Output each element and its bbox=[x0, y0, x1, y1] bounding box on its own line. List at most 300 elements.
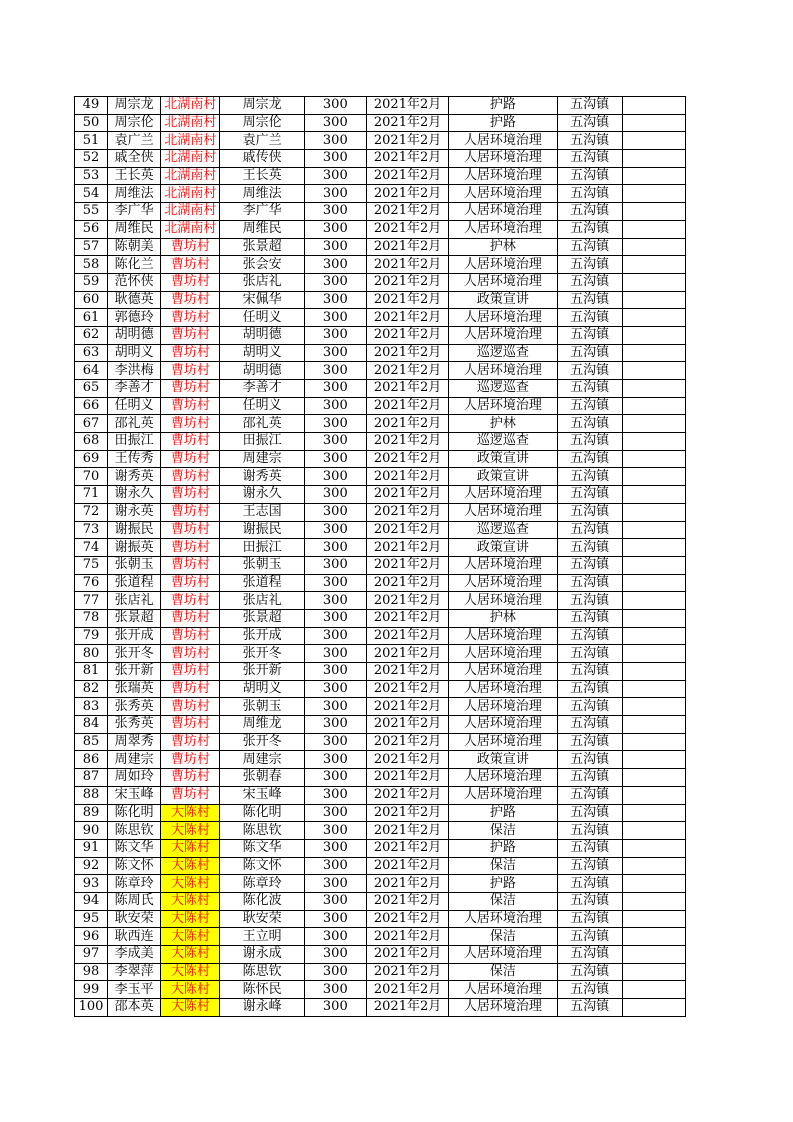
row-number: 83 bbox=[75, 698, 108, 716]
payee-cell: 周维龙 bbox=[220, 716, 304, 734]
note-cell bbox=[622, 751, 685, 769]
job-cell: 护路 bbox=[449, 839, 557, 857]
village-cell: 曹坊村 bbox=[161, 256, 220, 274]
row-number: 69 bbox=[75, 450, 108, 468]
town-cell: 五沟镇 bbox=[557, 380, 622, 398]
name-cell: 张开冬 bbox=[108, 645, 161, 663]
name-cell: 李善才 bbox=[108, 380, 161, 398]
note-cell bbox=[622, 574, 685, 592]
job-cell: 人居环境治理 bbox=[449, 220, 557, 238]
job-cell: 政策宣讲 bbox=[449, 468, 557, 486]
town-cell: 五沟镇 bbox=[557, 273, 622, 291]
table-row bbox=[75, 397, 686, 415]
note-cell bbox=[622, 503, 685, 521]
payee-cell: 田振江 bbox=[220, 539, 304, 557]
note-cell bbox=[622, 397, 685, 415]
payee-cell: 陈章玲 bbox=[220, 875, 304, 893]
date-cell: 2021年2月 bbox=[366, 256, 448, 274]
payee-cell: 胡明义 bbox=[220, 344, 304, 362]
name-cell: 陈化兰 bbox=[108, 256, 161, 274]
village-cell: 曹坊村 bbox=[161, 574, 220, 592]
job-cell: 人居环境治理 bbox=[449, 167, 557, 185]
town-cell: 五沟镇 bbox=[557, 574, 622, 592]
town-cell: 五沟镇 bbox=[557, 609, 622, 627]
payee-cell: 陈怀民 bbox=[220, 981, 304, 999]
amount-cell: 300 bbox=[304, 946, 366, 964]
name-cell: 任明义 bbox=[108, 397, 161, 415]
date-cell: 2021年2月 bbox=[366, 698, 448, 716]
amount-cell: 300 bbox=[304, 645, 366, 663]
note-cell bbox=[622, 309, 685, 327]
date-cell: 2021年2月 bbox=[366, 963, 448, 981]
village-cell: 曹坊村 bbox=[161, 521, 220, 539]
payee-cell: 谢秀英 bbox=[220, 468, 304, 486]
date-cell: 2021年2月 bbox=[366, 203, 448, 221]
row-number: 73 bbox=[75, 521, 108, 539]
date-cell: 2021年2月 bbox=[366, 503, 448, 521]
payee-cell: 张开冬 bbox=[220, 645, 304, 663]
town-cell: 五沟镇 bbox=[557, 97, 622, 115]
row-number: 81 bbox=[75, 663, 108, 681]
payee-cell: 耿安荣 bbox=[220, 910, 304, 928]
village-cell: 北湖南村 bbox=[161, 203, 220, 221]
payee-cell: 张道程 bbox=[220, 574, 304, 592]
name-cell: 张开新 bbox=[108, 663, 161, 681]
table-row bbox=[75, 875, 686, 893]
job-cell: 人居环境治理 bbox=[449, 273, 557, 291]
job-cell: 人居环境治理 bbox=[449, 326, 557, 344]
town-cell: 五沟镇 bbox=[557, 256, 622, 274]
table-row bbox=[75, 415, 686, 433]
note-cell bbox=[622, 97, 685, 115]
row-number: 95 bbox=[75, 910, 108, 928]
amount-cell: 300 bbox=[304, 786, 366, 804]
town-cell: 五沟镇 bbox=[557, 733, 622, 751]
amount-cell: 300 bbox=[304, 450, 366, 468]
note-cell bbox=[622, 326, 685, 344]
note-cell bbox=[622, 592, 685, 610]
payee-cell: 王志国 bbox=[220, 503, 304, 521]
name-cell: 张道程 bbox=[108, 574, 161, 592]
town-cell: 五沟镇 bbox=[557, 362, 622, 380]
table-row bbox=[75, 804, 686, 822]
payee-cell: 张朝玉 bbox=[220, 698, 304, 716]
amount-cell: 300 bbox=[304, 468, 366, 486]
amount-cell: 300 bbox=[304, 167, 366, 185]
table-row bbox=[75, 503, 686, 521]
job-cell: 人居环境治理 bbox=[449, 999, 557, 1017]
payee-cell: 陈化明 bbox=[220, 804, 304, 822]
note-cell bbox=[622, 875, 685, 893]
row-number: 97 bbox=[75, 946, 108, 964]
town-cell: 五沟镇 bbox=[557, 309, 622, 327]
date-cell: 2021年2月 bbox=[366, 857, 448, 875]
village-cell: 曹坊村 bbox=[161, 468, 220, 486]
table-row bbox=[75, 273, 686, 291]
date-cell: 2021年2月 bbox=[366, 185, 448, 203]
town-cell: 五沟镇 bbox=[557, 751, 622, 769]
town-cell: 五沟镇 bbox=[557, 397, 622, 415]
note-cell bbox=[622, 220, 685, 238]
note-cell bbox=[622, 291, 685, 309]
payee-cell: 张店礼 bbox=[220, 273, 304, 291]
table-row bbox=[75, 786, 686, 804]
amount-cell: 300 bbox=[304, 733, 366, 751]
row-number: 80 bbox=[75, 645, 108, 663]
row-number: 51 bbox=[75, 132, 108, 150]
town-cell: 五沟镇 bbox=[557, 344, 622, 362]
name-cell: 王长英 bbox=[108, 167, 161, 185]
row-number: 63 bbox=[75, 344, 108, 362]
amount-cell: 300 bbox=[304, 433, 366, 451]
amount-cell: 300 bbox=[304, 344, 366, 362]
job-cell: 人居环境治理 bbox=[449, 256, 557, 274]
payee-cell: 王立明 bbox=[220, 928, 304, 946]
row-number: 87 bbox=[75, 769, 108, 787]
table-row bbox=[75, 344, 686, 362]
amount-cell: 300 bbox=[304, 556, 366, 574]
amount-cell: 300 bbox=[304, 238, 366, 256]
town-cell: 五沟镇 bbox=[557, 857, 622, 875]
date-cell: 2021年2月 bbox=[366, 486, 448, 504]
amount-cell: 300 bbox=[304, 220, 366, 238]
job-cell: 人居环境治理 bbox=[449, 733, 557, 751]
town-cell: 五沟镇 bbox=[557, 521, 622, 539]
amount-cell: 300 bbox=[304, 928, 366, 946]
date-cell: 2021年2月 bbox=[366, 556, 448, 574]
date-cell: 2021年2月 bbox=[366, 433, 448, 451]
payee-cell: 陈思钦 bbox=[220, 822, 304, 840]
note-cell bbox=[622, 167, 685, 185]
table-row bbox=[75, 822, 686, 840]
row-number: 88 bbox=[75, 786, 108, 804]
note-cell bbox=[622, 609, 685, 627]
note-cell bbox=[622, 433, 685, 451]
payee-cell: 李广华 bbox=[220, 203, 304, 221]
date-cell: 2021年2月 bbox=[366, 946, 448, 964]
job-cell: 人居环境治理 bbox=[449, 769, 557, 787]
row-number: 64 bbox=[75, 362, 108, 380]
town-cell: 五沟镇 bbox=[557, 433, 622, 451]
table-row bbox=[75, 220, 686, 238]
row-number: 76 bbox=[75, 574, 108, 592]
date-cell: 2021年2月 bbox=[366, 291, 448, 309]
note-cell bbox=[622, 486, 685, 504]
table-row bbox=[75, 574, 686, 592]
payee-cell: 邵礼英 bbox=[220, 415, 304, 433]
date-cell: 2021年2月 bbox=[366, 150, 448, 168]
payee-cell: 胡明义 bbox=[220, 680, 304, 698]
row-number: 57 bbox=[75, 238, 108, 256]
village-cell: 曹坊村 bbox=[161, 645, 220, 663]
payee-cell: 张开新 bbox=[220, 663, 304, 681]
date-cell: 2021年2月 bbox=[366, 273, 448, 291]
payee-cell: 谢永成 bbox=[220, 946, 304, 964]
note-cell bbox=[622, 132, 685, 150]
job-cell: 人居环境治理 bbox=[449, 663, 557, 681]
payee-cell: 陈思钦 bbox=[220, 963, 304, 981]
amount-cell: 300 bbox=[304, 185, 366, 203]
village-cell: 曹坊村 bbox=[161, 344, 220, 362]
town-cell: 五沟镇 bbox=[557, 663, 622, 681]
row-number: 99 bbox=[75, 981, 108, 999]
town-cell: 五沟镇 bbox=[557, 839, 622, 857]
note-cell bbox=[622, 450, 685, 468]
name-cell: 李广华 bbox=[108, 203, 161, 221]
note-cell bbox=[622, 946, 685, 964]
row-number: 55 bbox=[75, 203, 108, 221]
note-cell bbox=[622, 362, 685, 380]
town-cell: 五沟镇 bbox=[557, 203, 622, 221]
amount-cell: 300 bbox=[304, 273, 366, 291]
row-number: 75 bbox=[75, 556, 108, 574]
job-cell: 人居环境治理 bbox=[449, 150, 557, 168]
town-cell: 五沟镇 bbox=[557, 645, 622, 663]
table-row bbox=[75, 521, 686, 539]
row-number: 84 bbox=[75, 716, 108, 734]
name-cell: 李成美 bbox=[108, 946, 161, 964]
name-cell: 谢振民 bbox=[108, 521, 161, 539]
amount-cell: 300 bbox=[304, 751, 366, 769]
village-cell: 大陈村 bbox=[161, 981, 220, 999]
payee-cell: 胡明德 bbox=[220, 362, 304, 380]
village-cell: 曹坊村 bbox=[161, 503, 220, 521]
table-row bbox=[75, 256, 686, 274]
payee-cell: 周宗伦 bbox=[220, 114, 304, 132]
date-cell: 2021年2月 bbox=[366, 362, 448, 380]
note-cell bbox=[622, 380, 685, 398]
job-cell: 保洁 bbox=[449, 857, 557, 875]
job-cell: 人居环境治理 bbox=[449, 503, 557, 521]
village-cell: 曹坊村 bbox=[161, 433, 220, 451]
job-cell: 护林 bbox=[449, 609, 557, 627]
job-cell: 人居环境治理 bbox=[449, 203, 557, 221]
table-row bbox=[75, 203, 686, 221]
town-cell: 五沟镇 bbox=[557, 946, 622, 964]
name-cell: 郭德玲 bbox=[108, 309, 161, 327]
payee-cell: 谢永峰 bbox=[220, 999, 304, 1017]
table-row bbox=[75, 627, 686, 645]
note-cell bbox=[622, 468, 685, 486]
name-cell: 周宗伦 bbox=[108, 114, 161, 132]
payee-cell: 张景超 bbox=[220, 238, 304, 256]
name-cell: 胡明德 bbox=[108, 326, 161, 344]
note-cell bbox=[622, 344, 685, 362]
note-cell bbox=[622, 857, 685, 875]
date-cell: 2021年2月 bbox=[366, 220, 448, 238]
amount-cell: 300 bbox=[304, 132, 366, 150]
job-cell: 政策宣讲 bbox=[449, 450, 557, 468]
row-number: 71 bbox=[75, 486, 108, 504]
payee-cell: 周维民 bbox=[220, 220, 304, 238]
row-number: 67 bbox=[75, 415, 108, 433]
amount-cell: 300 bbox=[304, 203, 366, 221]
job-cell: 人居环境治理 bbox=[449, 132, 557, 150]
row-number: 66 bbox=[75, 397, 108, 415]
job-cell: 护林 bbox=[449, 415, 557, 433]
job-cell: 保洁 bbox=[449, 928, 557, 946]
row-number: 90 bbox=[75, 822, 108, 840]
row-number: 70 bbox=[75, 468, 108, 486]
note-cell bbox=[622, 804, 685, 822]
town-cell: 五沟镇 bbox=[557, 150, 622, 168]
town-cell: 五沟镇 bbox=[557, 450, 622, 468]
row-number: 58 bbox=[75, 256, 108, 274]
amount-cell: 300 bbox=[304, 663, 366, 681]
table-row bbox=[75, 468, 686, 486]
table-row bbox=[75, 132, 686, 150]
job-cell: 人居环境治理 bbox=[449, 362, 557, 380]
amount-cell: 300 bbox=[304, 769, 366, 787]
village-cell: 大陈村 bbox=[161, 999, 220, 1017]
note-cell bbox=[622, 999, 685, 1017]
row-number: 62 bbox=[75, 326, 108, 344]
name-cell: 袁广兰 bbox=[108, 132, 161, 150]
row-number: 50 bbox=[75, 114, 108, 132]
job-cell: 政策宣讲 bbox=[449, 539, 557, 557]
village-cell: 曹坊村 bbox=[161, 556, 220, 574]
note-cell bbox=[622, 892, 685, 910]
note-cell bbox=[622, 928, 685, 946]
job-cell: 人居环境治理 bbox=[449, 309, 557, 327]
village-cell: 北湖南村 bbox=[161, 132, 220, 150]
town-cell: 五沟镇 bbox=[557, 238, 622, 256]
job-cell: 人居环境治理 bbox=[449, 981, 557, 999]
payee-cell: 周维法 bbox=[220, 185, 304, 203]
name-cell: 陈文华 bbox=[108, 839, 161, 857]
note-cell bbox=[622, 645, 685, 663]
date-cell: 2021年2月 bbox=[366, 326, 448, 344]
date-cell: 2021年2月 bbox=[366, 928, 448, 946]
village-cell: 曹坊村 bbox=[161, 238, 220, 256]
note-cell bbox=[622, 521, 685, 539]
village-cell: 曹坊村 bbox=[161, 539, 220, 557]
note-cell bbox=[622, 185, 685, 203]
name-cell: 周维法 bbox=[108, 185, 161, 203]
payee-cell: 陈文华 bbox=[220, 839, 304, 857]
village-cell: 曹坊村 bbox=[161, 698, 220, 716]
name-cell: 张店礼 bbox=[108, 592, 161, 610]
table-row bbox=[75, 238, 686, 256]
name-cell: 耿西连 bbox=[108, 928, 161, 946]
amount-cell: 300 bbox=[304, 592, 366, 610]
village-cell: 大陈村 bbox=[161, 857, 220, 875]
table-row bbox=[75, 716, 686, 734]
row-number: 59 bbox=[75, 273, 108, 291]
date-cell: 2021年2月 bbox=[366, 468, 448, 486]
table-row bbox=[75, 680, 686, 698]
date-cell: 2021年2月 bbox=[366, 999, 448, 1017]
payee-cell: 周宗龙 bbox=[220, 97, 304, 115]
town-cell: 五沟镇 bbox=[557, 822, 622, 840]
village-cell: 大陈村 bbox=[161, 928, 220, 946]
name-cell: 田振江 bbox=[108, 433, 161, 451]
job-cell: 人居环境治理 bbox=[449, 680, 557, 698]
village-cell: 北湖南村 bbox=[161, 114, 220, 132]
table-row bbox=[75, 839, 686, 857]
amount-cell: 300 bbox=[304, 892, 366, 910]
payee-cell: 张开成 bbox=[220, 627, 304, 645]
date-cell: 2021年2月 bbox=[366, 397, 448, 415]
town-cell: 五沟镇 bbox=[557, 415, 622, 433]
job-cell: 人居环境治理 bbox=[449, 185, 557, 203]
table-row bbox=[75, 539, 686, 557]
town-cell: 五沟镇 bbox=[557, 132, 622, 150]
amount-cell: 300 bbox=[304, 981, 366, 999]
payee-cell: 胡明德 bbox=[220, 326, 304, 344]
note-cell bbox=[622, 556, 685, 574]
job-cell: 护林 bbox=[449, 238, 557, 256]
town-cell: 五沟镇 bbox=[557, 556, 622, 574]
amount-cell: 300 bbox=[304, 822, 366, 840]
row-number: 61 bbox=[75, 309, 108, 327]
amount-cell: 300 bbox=[304, 521, 366, 539]
town-cell: 五沟镇 bbox=[557, 786, 622, 804]
table-row bbox=[75, 450, 686, 468]
job-cell: 人居环境治理 bbox=[449, 627, 557, 645]
name-cell: 邵本英 bbox=[108, 999, 161, 1017]
date-cell: 2021年2月 bbox=[366, 645, 448, 663]
note-cell bbox=[622, 680, 685, 698]
job-cell: 政策宣讲 bbox=[449, 751, 557, 769]
table-row bbox=[75, 981, 686, 999]
job-cell: 护路 bbox=[449, 875, 557, 893]
date-cell: 2021年2月 bbox=[366, 716, 448, 734]
note-cell bbox=[622, 238, 685, 256]
payee-cell: 周建宗 bbox=[220, 751, 304, 769]
village-cell: 大陈村 bbox=[161, 822, 220, 840]
note-cell bbox=[622, 963, 685, 981]
village-cell: 曹坊村 bbox=[161, 326, 220, 344]
name-cell: 周维民 bbox=[108, 220, 161, 238]
job-cell: 政策宣讲 bbox=[449, 291, 557, 309]
table-row bbox=[75, 291, 686, 309]
village-cell: 曹坊村 bbox=[161, 415, 220, 433]
name-cell: 陈化明 bbox=[108, 804, 161, 822]
amount-cell: 300 bbox=[304, 415, 366, 433]
village-cell: 曹坊村 bbox=[161, 273, 220, 291]
name-cell: 李洪梅 bbox=[108, 362, 161, 380]
village-cell: 北湖南村 bbox=[161, 220, 220, 238]
row-number: 93 bbox=[75, 875, 108, 893]
note-cell bbox=[622, 698, 685, 716]
name-cell: 谢秀英 bbox=[108, 468, 161, 486]
town-cell: 五沟镇 bbox=[557, 875, 622, 893]
note-cell bbox=[622, 415, 685, 433]
amount-cell: 300 bbox=[304, 999, 366, 1017]
village-cell: 大陈村 bbox=[161, 910, 220, 928]
amount-cell: 300 bbox=[304, 963, 366, 981]
date-cell: 2021年2月 bbox=[366, 875, 448, 893]
table-body bbox=[75, 97, 686, 1017]
date-cell: 2021年2月 bbox=[366, 167, 448, 185]
row-number: 100 bbox=[75, 999, 108, 1017]
note-cell bbox=[622, 769, 685, 787]
row-number: 65 bbox=[75, 380, 108, 398]
date-cell: 2021年2月 bbox=[366, 521, 448, 539]
amount-cell: 300 bbox=[304, 256, 366, 274]
amount-cell: 300 bbox=[304, 539, 366, 557]
village-cell: 大陈村 bbox=[161, 892, 220, 910]
table-row bbox=[75, 857, 686, 875]
payee-cell: 张会安 bbox=[220, 256, 304, 274]
job-cell: 人居环境治理 bbox=[449, 556, 557, 574]
date-cell: 2021年2月 bbox=[366, 592, 448, 610]
date-cell: 2021年2月 bbox=[366, 309, 448, 327]
row-number: 72 bbox=[75, 503, 108, 521]
town-cell: 五沟镇 bbox=[557, 539, 622, 557]
date-cell: 2021年2月 bbox=[366, 804, 448, 822]
